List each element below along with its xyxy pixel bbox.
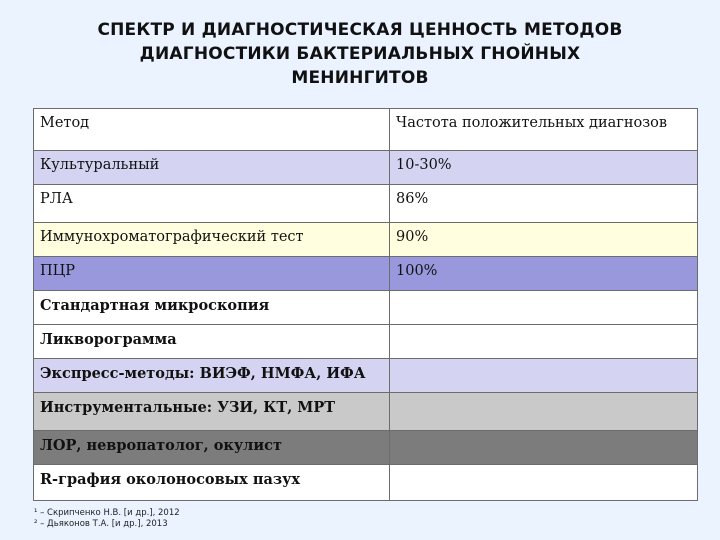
table-row [34,223,698,257]
row-frequency: 10-30% [390,151,698,185]
footnote-2: ² – Дьяконов Т.А. [и др.], 2013 [34,519,168,529]
methods-table [33,108,698,501]
table-header-row [34,109,698,151]
table-row [34,359,698,393]
row-method: Иммунохроматографический тест [34,223,390,257]
row-method: R-графия околоносовых пазух [34,465,390,501]
row-method: ЛОР, невропатолог, окулист [34,431,390,465]
table-row [34,291,698,325]
row-method: Ликворограмма [34,325,390,359]
row-frequency: 86% [390,185,698,223]
row-frequency: 100% [390,257,698,291]
row-method: РЛА [34,185,390,223]
row-frequency [390,431,698,465]
table-row [34,185,698,223]
row-method: Культуральный [34,151,390,185]
title-line-3: МЕНИНГИТОВ [291,68,429,88]
row-method: ПЦР [34,257,390,291]
row-frequency [390,325,698,359]
table-row [34,465,698,501]
row-frequency [390,393,698,431]
row-frequency [390,359,698,393]
row-method: Экспресс-методы: ВИЭФ, НМФА, ИФА [34,359,390,393]
page-title [0,18,720,90]
table-row [34,431,698,465]
header-method: Метод [34,109,390,151]
row-method: Стандартная микроскопия [34,291,390,325]
title-line-2: ДИАГНОСТИКИ БАКТЕРИАЛЬНЫХ ГНОЙНЫХ [139,44,581,64]
row-frequency [390,291,698,325]
footnote-1: ¹ – Скрипченко Н.В. [и др.], 2012 [34,508,180,518]
table-row [34,393,698,431]
table-row [34,325,698,359]
row-frequency: 90% [390,223,698,257]
header-frequency: Частота положительных диагнозов [390,109,698,151]
table-row [34,257,698,291]
title-line-1: СПЕКТР И ДИАГНОСТИЧЕСКАЯ ЦЕННОСТЬ МЕТОДОВ [97,20,623,40]
footnotes [34,508,180,530]
table-row [34,151,698,185]
row-frequency [390,465,698,501]
row-method: Инструментальные: УЗИ, КТ, МРТ [34,393,390,431]
